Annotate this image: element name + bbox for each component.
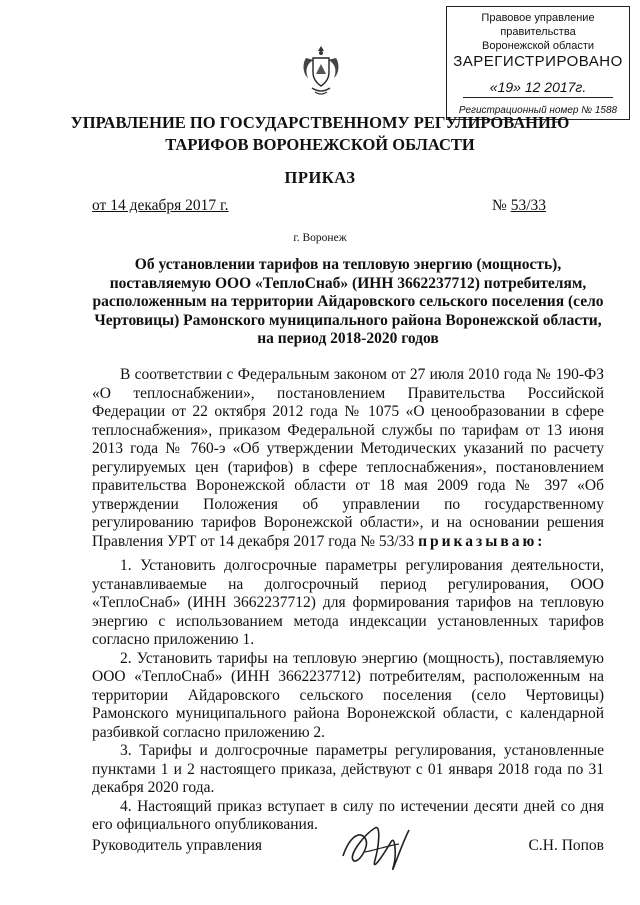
order-item-3: 3. Тарифы и долгосрочные параметры регулирования, установленные пунктами 1 и 2 настоящего приказа, действуют с 01 января 2018 года по 31 декабря 2020 года. — [92, 742, 604, 796]
stamp-registered: ЗАРЕГИСТРИРОВАНО — [453, 53, 623, 70]
signer-name: С.Н. Попов — [528, 837, 604, 854]
document-city: г. Воронеж — [293, 232, 347, 244]
document-title: Об установлении тарифов на тепловую энергию (мощность), поставляемую ООО «ТеплоСнаб» (ИНН 3662237712) потребителям, расположенным на территории Айдаровского сельского поселения (село Чертовицы) Рамонского муниципального района Воронежской области, на период 2018-2020 годов — [92, 256, 604, 347]
header-line1: УПРАВЛЕНИЕ ПО ГОСУДАРСТВЕННОМУ РЕГУЛИРОВАНИЮ — [70, 113, 570, 132]
stamp-org-line1: Правовое управление правительства — [481, 12, 595, 38]
order-item-2: 2. Установить тарифы на тепловую энергию (мощность), поставляемую ООО «ТеплоСнаб» (ИНН 3662237712) потребителям, расположенным на территории Айдаровского сельского поселения (село Чертовицы) Рамонского муниципального района Воронежской области, с календарной разбивкой согласно приложению 2. — [92, 649, 604, 741]
organization-header — [0, 112, 640, 156]
preamble-text: В соответствии с Федеральным законом от 27 июля 2010 года № 190-ФЗ «О теплоснабжении», постановлением Правительства Российской Федерации от 22 октября 2012 года № 1075 «О ценообразовании в сфере теплоснабжения», приказом Федеральной службы по тарифам от 13 июня 2013 года № 760-э «Об утверждении Методических указаний по расчету регулируемых цен (тарифов) в сфере теплоснабжения», постановлением правительства Воронежской области от 18 мая 2009 года № 397 «Об утверждении Положения об управлении по государственному регулированию тарифов Воронежской области», и на основании решения Правления УРТ от 14 декабря 2017 года № 53/33 — [92, 366, 604, 550]
stamp-org-line2: Воронежской области — [481, 40, 594, 52]
stamp-organization — [447, 11, 629, 53]
preamble — [92, 366, 604, 551]
document-number — [492, 197, 546, 215]
document-type: ПРИКАЗ — [284, 168, 356, 187]
order-item-4: 4. Настоящий приказ вступает в силу по истечении десяти дней со дня его официального опубликования. — [92, 797, 604, 833]
stamp-date: «19» 12 2017г. — [489, 79, 587, 95]
preamble-paragraph — [92, 366, 604, 551]
order-item-1: 1. Установить долгосрочные параметры регулирования деятельности, устанавливаемые на долгосрочный период регулирования, ООО «ТеплоСнаб» (ИНН 3662237712) для формирования тарифов на тепловую энергию с использованием метода индексации установленных тарифов согласно приложению 1. — [92, 557, 604, 648]
signature-icon — [335, 816, 421, 882]
order-items — [92, 557, 604, 835]
command-word: приказываю: — [418, 532, 546, 550]
stamp-date-underline — [463, 97, 613, 98]
coat-of-arms-icon — [300, 44, 342, 98]
registration-stamp — [446, 6, 630, 120]
document-number-prefix: № — [492, 197, 511, 214]
document-date: от 14 декабря 2017 г. — [92, 197, 229, 214]
signer-position: Руководитель управления — [92, 837, 263, 854]
document-number-value: 53/33 — [510, 197, 546, 214]
header-line2: ТАРИФОВ ВОРОНЕЖСКОЙ ОБЛАСТИ — [165, 135, 475, 154]
stamp-reg-number: Регистрационный номер № 1588 — [458, 105, 618, 116]
